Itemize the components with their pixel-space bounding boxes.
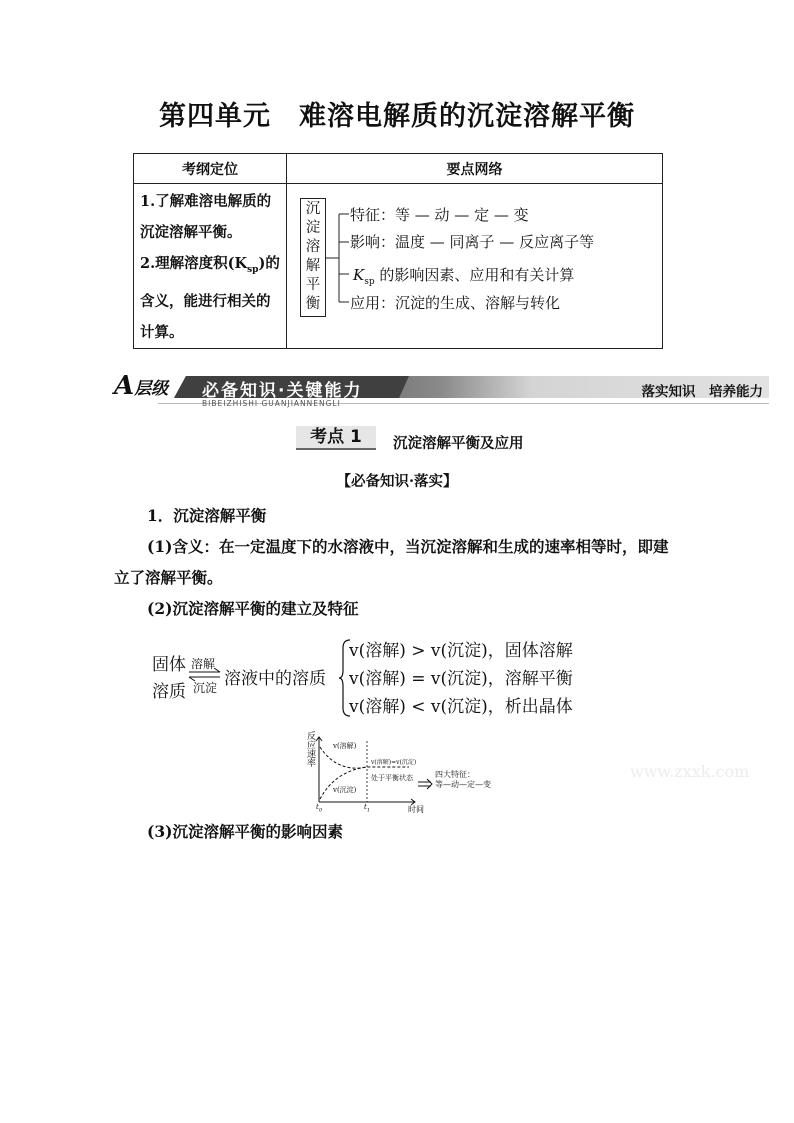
- subheading-3: (3)沉淀溶解平衡的影响因素: [147, 822, 343, 841]
- network-cell: [287, 184, 663, 349]
- banner-level: A层级: [114, 371, 169, 401]
- goal-line: 计算。: [140, 323, 184, 341]
- arrow-bottom-label: 沉淀: [193, 681, 218, 695]
- condition-precipitate: v(溶解) < v(沉淀)，析出晶体: [349, 697, 573, 717]
- solution-solute-label: 溶液中的溶质: [224, 669, 326, 689]
- equilibrium-arrows: [187, 668, 223, 682]
- col-header-network: 要点网络: [287, 154, 663, 184]
- goal-line: 含义，能进行相关的: [140, 292, 271, 310]
- kaodian-label: 考点 1: [310, 427, 362, 447]
- section-label: 【必备知识·落实】: [336, 473, 458, 490]
- page-title: 第四单元 难溶电解质的沉淀溶解平衡: [159, 101, 635, 132]
- condition-dissolve: v(溶解) > v(沉淀)，固体溶解: [349, 641, 573, 661]
- graph-ylabel: 反 应 速 率: [307, 732, 317, 769]
- network-branch-application: 应用：沉淀的生成、溶解与转化: [350, 294, 561, 312]
- arrow-top-label: 溶解: [191, 657, 216, 671]
- graph-features-line2: 等—动—定—变: [435, 780, 491, 789]
- col-header-goals: 考纲定位: [134, 154, 287, 184]
- section-banner: [114, 371, 769, 408]
- solid-bottom-label: 溶质: [152, 682, 186, 702]
- graph-features-line1: 四大特征：: [435, 770, 475, 779]
- definition-line-2: 立了溶解平衡。: [114, 568, 223, 587]
- condition-equilibrium: v(溶解) = v(沉淀)，溶解平衡: [349, 669, 573, 689]
- rate-graph: [307, 733, 537, 813]
- kaodian-label-box: [296, 426, 376, 450]
- graph-label-precipitate: v(沉淀): [333, 786, 357, 794]
- heading-1: 1．沉淀溶解平衡: [147, 506, 267, 525]
- kaodian-title: 沉淀溶解平衡及应用: [393, 435, 524, 452]
- graph-t0: $t_0$: [316, 803, 323, 814]
- subheading-2: (2)沉淀溶解平衡的建立及特征: [147, 599, 359, 618]
- network-branch-features: 特征：等 — 动 — 定 — 变: [350, 206, 529, 224]
- network-branch-ksp: $K_{sp}$ 的影响因素、应用和有关计算: [353, 266, 575, 287]
- banner-right-text: 落实知识 培养能力: [641, 384, 763, 400]
- solid-top-label: 固体: [152, 655, 186, 675]
- goal-line: 2.理解溶度积$(K_{sp})$的: [140, 255, 280, 275]
- graph-label-dissolve: v(溶解): [333, 742, 357, 750]
- banner-title: 必备知识·关键能力: [202, 381, 363, 401]
- goal-line: 沉淀溶解平衡。: [140, 224, 242, 241]
- goal-line: 1.了解难溶电解质的: [140, 193, 272, 210]
- definition-line-1: (1)含义：在一定温度下的水溶液中，当沉淀溶解和生成的速率相等时，即建: [147, 537, 669, 556]
- watermark: www.zxxk.com: [630, 762, 750, 781]
- network-center-box: 沉 淀 溶 解 平 衡: [300, 198, 326, 317]
- graph-xlabel: 时间: [408, 805, 424, 814]
- goals-cell: [134, 184, 287, 349]
- graph-t1: $t_1$: [364, 803, 371, 814]
- graph-label-state: 处于平衡状态: [371, 774, 413, 782]
- network-branch-influence: 影响：温度 — 同离子 — 反应离子等: [350, 233, 595, 251]
- banner-pinyin: BIBEIZHISHI GUANJIANNENGLI: [202, 399, 341, 408]
- graph-label-equal: v(溶解)=v(沉淀): [371, 759, 417, 766]
- outline-table: [133, 153, 663, 349]
